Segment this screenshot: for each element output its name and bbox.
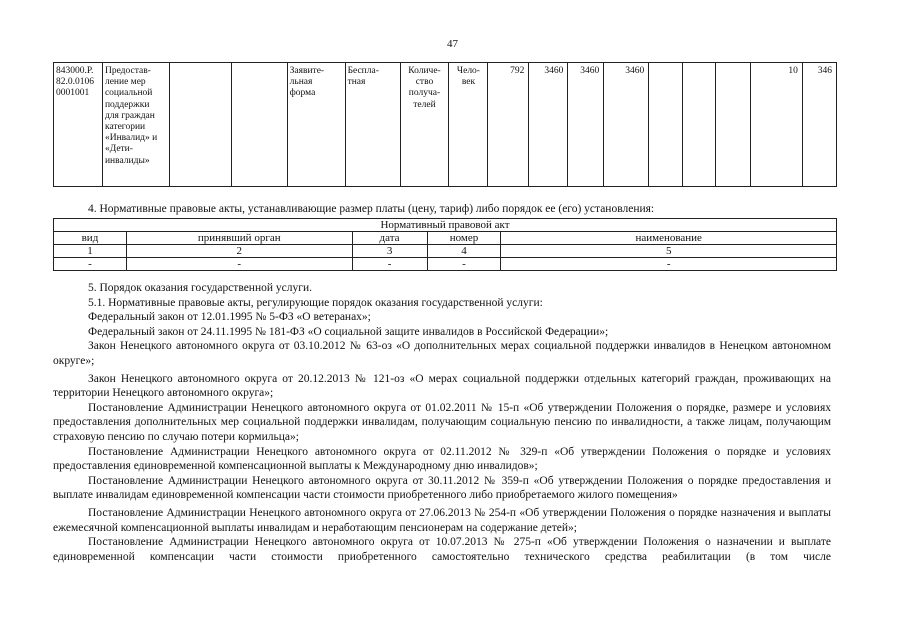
table-cell: - [126,258,352,271]
table-cell [169,63,231,187]
value-cell [716,63,751,187]
table-cell: - [352,258,427,271]
payment-type-line: тная [347,77,366,88]
legal-act-item: Федеральный закон от 12.01.1995 № 5-ФЗ «О ветеранах»; [88,311,371,324]
service-code-line: 0001001 [56,88,90,99]
payment-type-cell [345,63,400,187]
service-name-line: инвалиды» [104,155,150,166]
unit-cell [449,63,488,187]
column-header: номер [427,232,501,245]
normative-acts-table [53,218,837,271]
service-code-cell [54,63,103,187]
group-header: Нормативный правовой акт [54,219,837,232]
column-number: 2 [126,245,352,258]
average-cell: 346 [802,63,836,187]
section-5-heading: 5. Порядок оказания государственной услуги. [88,282,312,294]
column-number: 5 [501,245,837,258]
payment-type-line: Беспла- [347,66,379,76]
okei-code-cell: 792 [488,63,529,187]
legal-act-item: Федеральный закон от 24.11.1995 № 181-ФЗ «О социальной защите инвалидов в Российской Федерации»; [88,325,609,338]
table-cell: - [427,258,501,271]
indicator-name-line: получа- [408,88,441,99]
legal-act-item: Закон Ненецкого автономного округа от 03.10.2012 № 63-оз «О дополнительных мерах социальной поддержки инвалидов в Ненецком автономном округе»; [53,340,831,367]
service-form-line: Заявите- [289,66,325,76]
unit-line: век [461,77,476,88]
value-cell: 3460 [604,63,649,187]
legal-act-item: Закон Ненецкого автономного округа от 20.12.2013 № 121-оз «О мерах социальной поддержки отдельных категорий граждан, проживающих на территории Ненецкого автономного округа»; [53,372,831,400]
column-header: вид [54,232,127,245]
table-cell: - [54,258,127,271]
table-row [54,63,837,187]
value-cell: 3460 [568,63,604,187]
column-header: дата [352,232,427,245]
service-form-cell [287,63,345,187]
legal-act-item: Постановление Администрации Ненецкого автономного округа от 01.02.2011 № 15-п «Об утверждении Положения о порядке, размере и условиях предоставления дополнительных мер социальной поддержки инвалидам, получающим социальную пенсию по инвалидности, а также лицам, получающим страховую пенсию по случаю потери кормильца»; [53,401,831,443]
service-form-line: льная [289,77,313,88]
value-cell [649,63,683,187]
table-row [54,219,837,232]
indicator-name-line: Количе- [408,66,441,76]
service-code-line: 82.0.0106 [56,77,94,88]
indicator-name-line: телей [413,99,436,110]
legal-act-item: Постановление Администрации Ненецкого автономного округа от 02.11.2012 № 329-п «Об утверждении Положения о порядке и условиях предоставления единовременной компенсационной выплаты к Международному дню инвалидов»; [53,445,831,473]
page-number: 47 [447,38,458,50]
deviation-cell: 10 [751,63,803,187]
table-row [54,245,837,258]
service-name-cell [102,63,169,187]
service-name-line: категории [104,122,146,133]
table-row [54,232,837,245]
value-cell: 3460 [529,63,568,187]
legal-act-item: Постановление Администрации Ненецкого автономного округа от 30.11.2012 № 359-п «Об утверждении Положения о порядке предоставления и выплате инвалидам единовременной компенсации части стоимости приобретенного либо приобретаемого жилого помещения» [53,474,831,502]
section-5-1-heading: 5.1. Нормативные правовые акты, регулирующие порядок оказания государственной услуги: [88,296,543,309]
column-number: 4 [427,245,501,258]
indicator-name-cell [400,63,449,187]
legal-act-item: Постановление Администрации Ненецкого автономного округа от 10.07.2013 № 275-п «Об утверждении Положения о назначении и выплате единовременной компенсации части стоимости приобретенного самостоятельно технического средства реабилитации (в том числе [53,536,831,563]
service-form-line: форма [289,88,316,99]
table-cell [231,63,287,187]
service-name-line: поддержки [104,99,150,110]
column-header: принявший орган [126,232,352,245]
service-name-line: «Инвалид» и [104,133,158,144]
legal-act-item: Постановление Администрации Ненецкого автономного округа от 27.06.2013 № 254-п «Об утверждении Положения о порядке назначения и выплаты ежемесячной компенсационной выплаты инвалидам и неработающим пенсионерам на содержание детей»; [53,506,831,534]
section-5-body [53,281,831,564]
table-row [54,258,837,271]
section-4-heading: 4. Нормативные правовые акты, устанавливающие размер платы (цену, тариф) либо порядок ее (его) установления: [88,203,655,215]
service-name-line: ление мер [104,77,146,88]
column-header: наименование [501,232,837,245]
service-name-line: для граждан [104,110,155,121]
service-name-line: «Дети- [104,144,133,155]
table-cell: - [501,258,837,271]
service-code-line: 843000.Р. [56,66,94,76]
indicator-name-line: ство [415,77,434,88]
column-number: 1 [54,245,127,258]
column-number: 3 [352,245,427,258]
service-name-line: Предостав- [104,66,151,76]
service-indicator-table [53,62,837,187]
service-name-line: социальной [104,88,153,99]
unit-line: Чело- [456,66,480,76]
value-cell [683,63,716,187]
